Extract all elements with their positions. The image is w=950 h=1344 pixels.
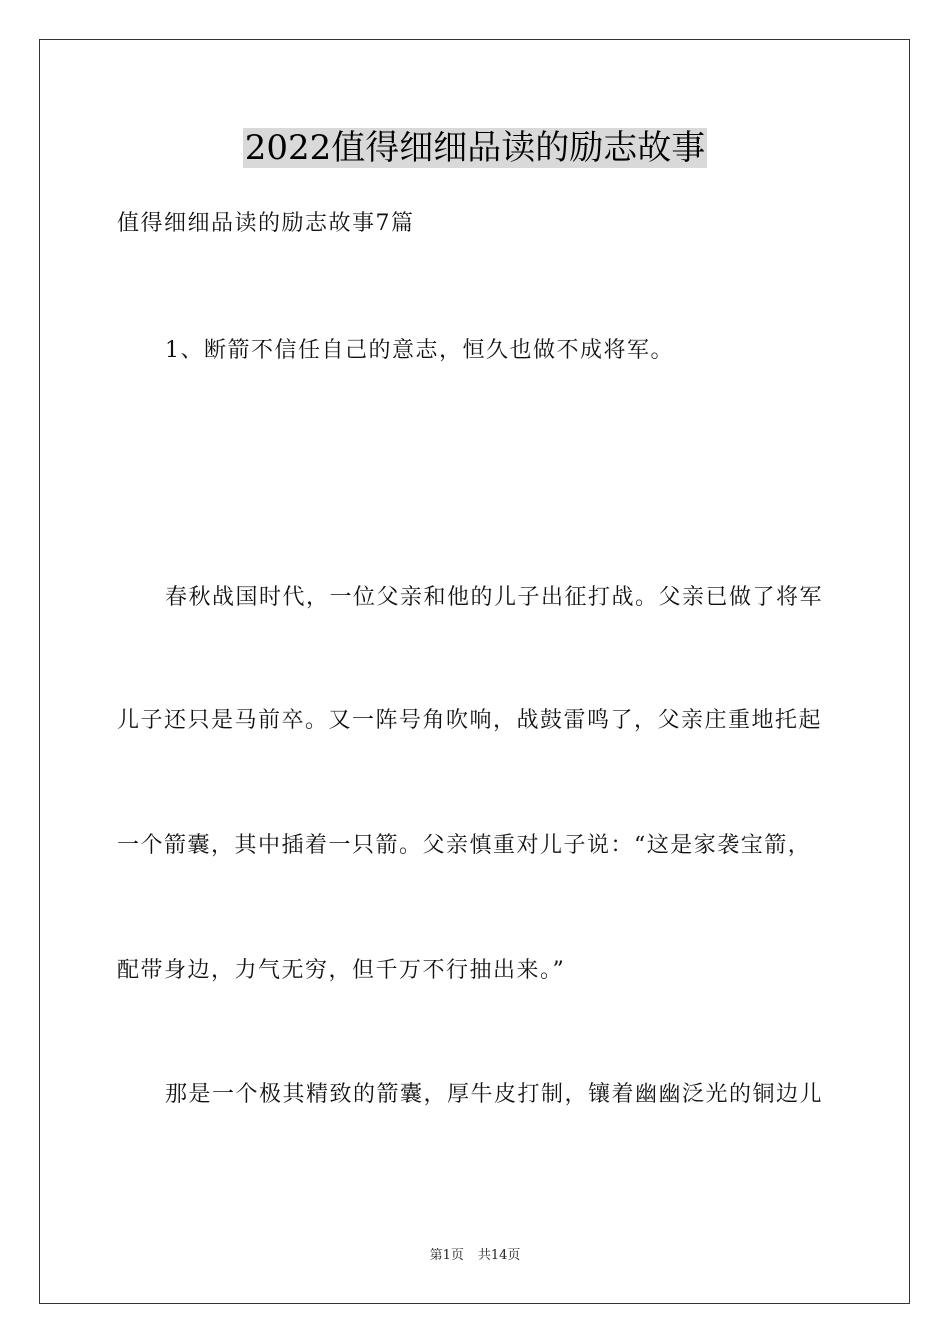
document-title: 2022值得细细品读的励志故事 [244,128,706,168]
page-footer [0,1247,950,1265]
paragraph-line: 配带身边，力气无穷，但千万不行抽出来。” [117,958,566,983]
paragraph-line: 一个箭囊，其中插着一只箭。父亲慎重对儿子说：“这是家袭宝箭， [117,833,812,858]
paragraph-line: 那是一个极其精致的箭囊，厚牛皮打制，镶着幽幽泛光的铜边儿 [165,1082,824,1107]
paragraph-line: 儿子还只是马前卒。又一阵号角吹响，战鼓雷鸣了，父亲庄重地托起 [117,708,823,733]
page-total: 共14页 [477,1248,521,1263]
document-subtitle: 值得细细品读的励志故事7篇 [117,211,415,236]
page-number: 第1页 [429,1248,464,1263]
title-container [0,128,950,168]
paragraph-line: 春秋战国时代，一位父亲和他的儿子出征打战。父亲已做了将军 [165,585,824,610]
paragraph-line: 1、断箭不信任自己的意志，恒久也做不成将军。 [165,338,674,363]
